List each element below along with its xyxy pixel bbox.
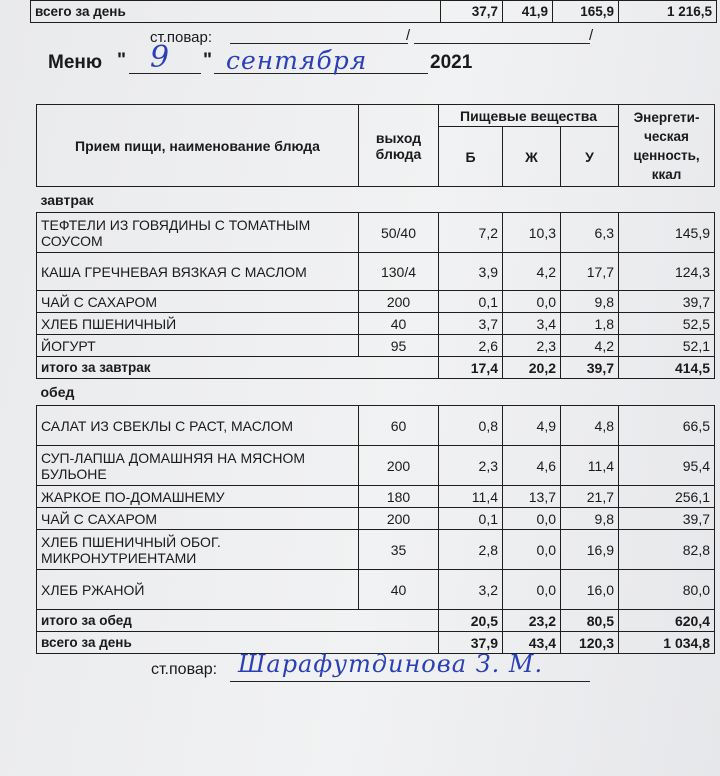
dish-u: 9,8 (561, 508, 619, 530)
dish-u: 21,7 (561, 486, 619, 508)
dish-zh: 3,4 (503, 313, 561, 335)
table-row (37, 530, 715, 570)
top-signature-separator-1: / (406, 27, 411, 44)
dish-b: 0,1 (439, 291, 503, 313)
dish-name: ХЛЕБ ПШЕНИЧНЫЙ (37, 313, 359, 335)
table-row (37, 486, 715, 508)
previous-day-total-energy: 1 216,5 (619, 1, 717, 23)
dish-name: ЙОГУРТ (37, 335, 359, 357)
column-header-b: Б (439, 127, 503, 187)
breakfast-total-label: итого за завтрак (37, 357, 439, 379)
dish-portion: 200 (359, 446, 439, 486)
dish-energy: 95,4 (619, 446, 715, 486)
dish-u: 16,9 (561, 530, 619, 570)
dish-energy: 82,8 (619, 530, 715, 570)
dish-name: ТЕФТЕЛИ ИЗ ГОВЯДИНЫ С ТОМАТНЫМ СОУСОМ (37, 213, 359, 253)
dish-b: 3,2 (439, 570, 503, 610)
dish-b: 0,1 (439, 508, 503, 530)
dish-energy: 124,3 (619, 253, 715, 291)
quote-close: " (203, 50, 213, 71)
previous-day-total-label: всего за день (31, 1, 441, 23)
dish-u: 11,4 (561, 446, 619, 486)
day-total-u: 120,3 (561, 632, 619, 654)
dish-b: 2,3 (439, 446, 503, 486)
dish-portion: 35 (359, 530, 439, 570)
dish-name: ХЛЕБ РЖАНОЙ (37, 570, 359, 610)
handwritten-cook-name: Шарафутдинова З. М. (238, 650, 544, 678)
dish-portion: 95 (359, 335, 439, 357)
dish-u: 9,8 (561, 291, 619, 313)
table-row (37, 446, 715, 486)
table-row (37, 313, 715, 335)
table-row (37, 570, 715, 610)
dish-u: 4,8 (561, 406, 619, 446)
day-total-label: всего за день (37, 632, 439, 654)
menu-title: Меню (48, 52, 103, 73)
dish-name: САЛАТ ИЗ СВЕКЛЫ С РАСТ, МАСЛОМ (37, 406, 359, 446)
dish-portion: 200 (359, 508, 439, 530)
breakfast-total-row (37, 357, 715, 379)
top-signature-separator-2: / (589, 27, 594, 44)
table-row (37, 406, 715, 446)
dish-zh: 0,0 (503, 508, 561, 530)
dish-energy: 52,5 (619, 313, 715, 335)
top-signature-line-2 (414, 29, 590, 44)
dish-name: КАША ГРЕЧНЕВАЯ ВЯЗКАЯ С МАСЛОМ (37, 253, 359, 291)
column-header-u: У (561, 127, 619, 187)
breakfast-total-b: 17,4 (439, 357, 503, 379)
dish-zh: 4,6 (503, 446, 561, 486)
handwritten-day: 9 (150, 40, 171, 75)
dish-zh: 0,0 (503, 291, 561, 313)
dish-zh: 4,9 (503, 406, 561, 446)
handwritten-month: сентября (226, 46, 368, 75)
day-total-zh: 43,4 (503, 632, 561, 654)
table-row (37, 253, 715, 291)
lunch-total-row (37, 610, 715, 632)
dish-name: ХЛЕБ ПШЕНИЧНЫЙ ОБОГ. МИКРОНУТРИЕНТАМИ (37, 530, 359, 570)
dish-u: 4,2 (561, 335, 619, 357)
menu-table (36, 104, 715, 654)
dish-energy: 39,7 (619, 291, 715, 313)
lunch-total-label: итого за обед (37, 610, 439, 632)
dish-energy: 145,9 (619, 213, 715, 253)
dish-energy: 52,1 (619, 335, 715, 357)
column-header-dish: Прием пищи, наименование блюда (37, 105, 359, 187)
dish-portion: 130/4 (359, 253, 439, 291)
column-header-energy: Энергети-ческая ценность, ккал (619, 105, 715, 187)
dish-b: 3,7 (439, 313, 503, 335)
breakfast-total-u: 39,7 (561, 357, 619, 379)
previous-day-total-row (30, 0, 717, 23)
dish-zh: 10,3 (503, 213, 561, 253)
lunch-total-b: 20,5 (439, 610, 503, 632)
table-row (37, 335, 715, 357)
breakfast-total-energy: 414,5 (619, 357, 715, 379)
dish-zh: 13,7 (503, 486, 561, 508)
dish-portion: 40 (359, 313, 439, 335)
column-header-zh: Ж (503, 127, 561, 187)
previous-day-total-zh: 41,9 (503, 1, 553, 23)
dish-portion: 180 (359, 486, 439, 508)
table-row (37, 213, 715, 253)
section-title-breakfast: завтрак (37, 187, 715, 213)
dish-b: 0,8 (439, 406, 503, 446)
dish-zh: 2,3 (503, 335, 561, 357)
dish-u: 6,3 (561, 213, 619, 253)
dish-energy: 66,5 (619, 406, 715, 446)
dish-name: ЖАРКОЕ ПО-ДОМАШНЕМУ (37, 486, 359, 508)
dish-portion: 60 (359, 406, 439, 446)
column-header-nutrients: Пищевые вещества (439, 105, 619, 127)
dish-b: 3,9 (439, 253, 503, 291)
previous-day-total-u: 165,9 (553, 1, 619, 23)
previous-day-total-b: 37,7 (441, 1, 503, 23)
dish-portion: 50/40 (359, 213, 439, 253)
dish-zh: 4,2 (503, 253, 561, 291)
dish-b: 2,6 (439, 335, 503, 357)
table-row (37, 291, 715, 313)
dish-name: СУП-ЛАПША ДОМАШНЯЯ НА МЯСНОМ БУЛЬОНЕ (37, 446, 359, 486)
bottom-signature-label: ст.повар: (151, 661, 218, 678)
dish-u: 17,7 (561, 253, 619, 291)
dish-energy: 80,0 (619, 570, 715, 610)
lunch-total-zh: 23,2 (503, 610, 561, 632)
dish-zh: 0,0 (503, 530, 561, 570)
dish-name: ЧАЙ С САХАРОМ (37, 291, 359, 313)
top-signature-label: ст.повар: (150, 29, 212, 46)
dish-b: 7,2 (439, 213, 503, 253)
breakfast-total-zh: 20,2 (503, 357, 561, 379)
lunch-total-energy: 620,4 (619, 610, 715, 632)
column-header-portion: выход блюда (359, 105, 439, 187)
day-total-b: 37,9 (439, 632, 503, 654)
day-total-energy: 1 034,8 (619, 632, 715, 654)
dish-b: 2,8 (439, 530, 503, 570)
dish-name: ЧАЙ С САХАРОМ (37, 508, 359, 530)
dish-u: 16,0 (561, 570, 619, 610)
table-row (37, 508, 715, 530)
dish-portion: 40 (359, 570, 439, 610)
dish-energy: 256,1 (619, 486, 715, 508)
dish-zh: 0,0 (503, 570, 561, 610)
section-title-lunch: обед (37, 379, 715, 406)
dish-portion: 200 (359, 291, 439, 313)
year: 2021 (430, 52, 473, 73)
lunch-total-u: 80,5 (561, 610, 619, 632)
quote-open: " (117, 50, 127, 71)
dish-u: 1,8 (561, 313, 619, 335)
top-signature-line-1 (230, 27, 411, 44)
dish-energy: 39,7 (619, 508, 715, 530)
dish-b: 11,4 (439, 486, 503, 508)
